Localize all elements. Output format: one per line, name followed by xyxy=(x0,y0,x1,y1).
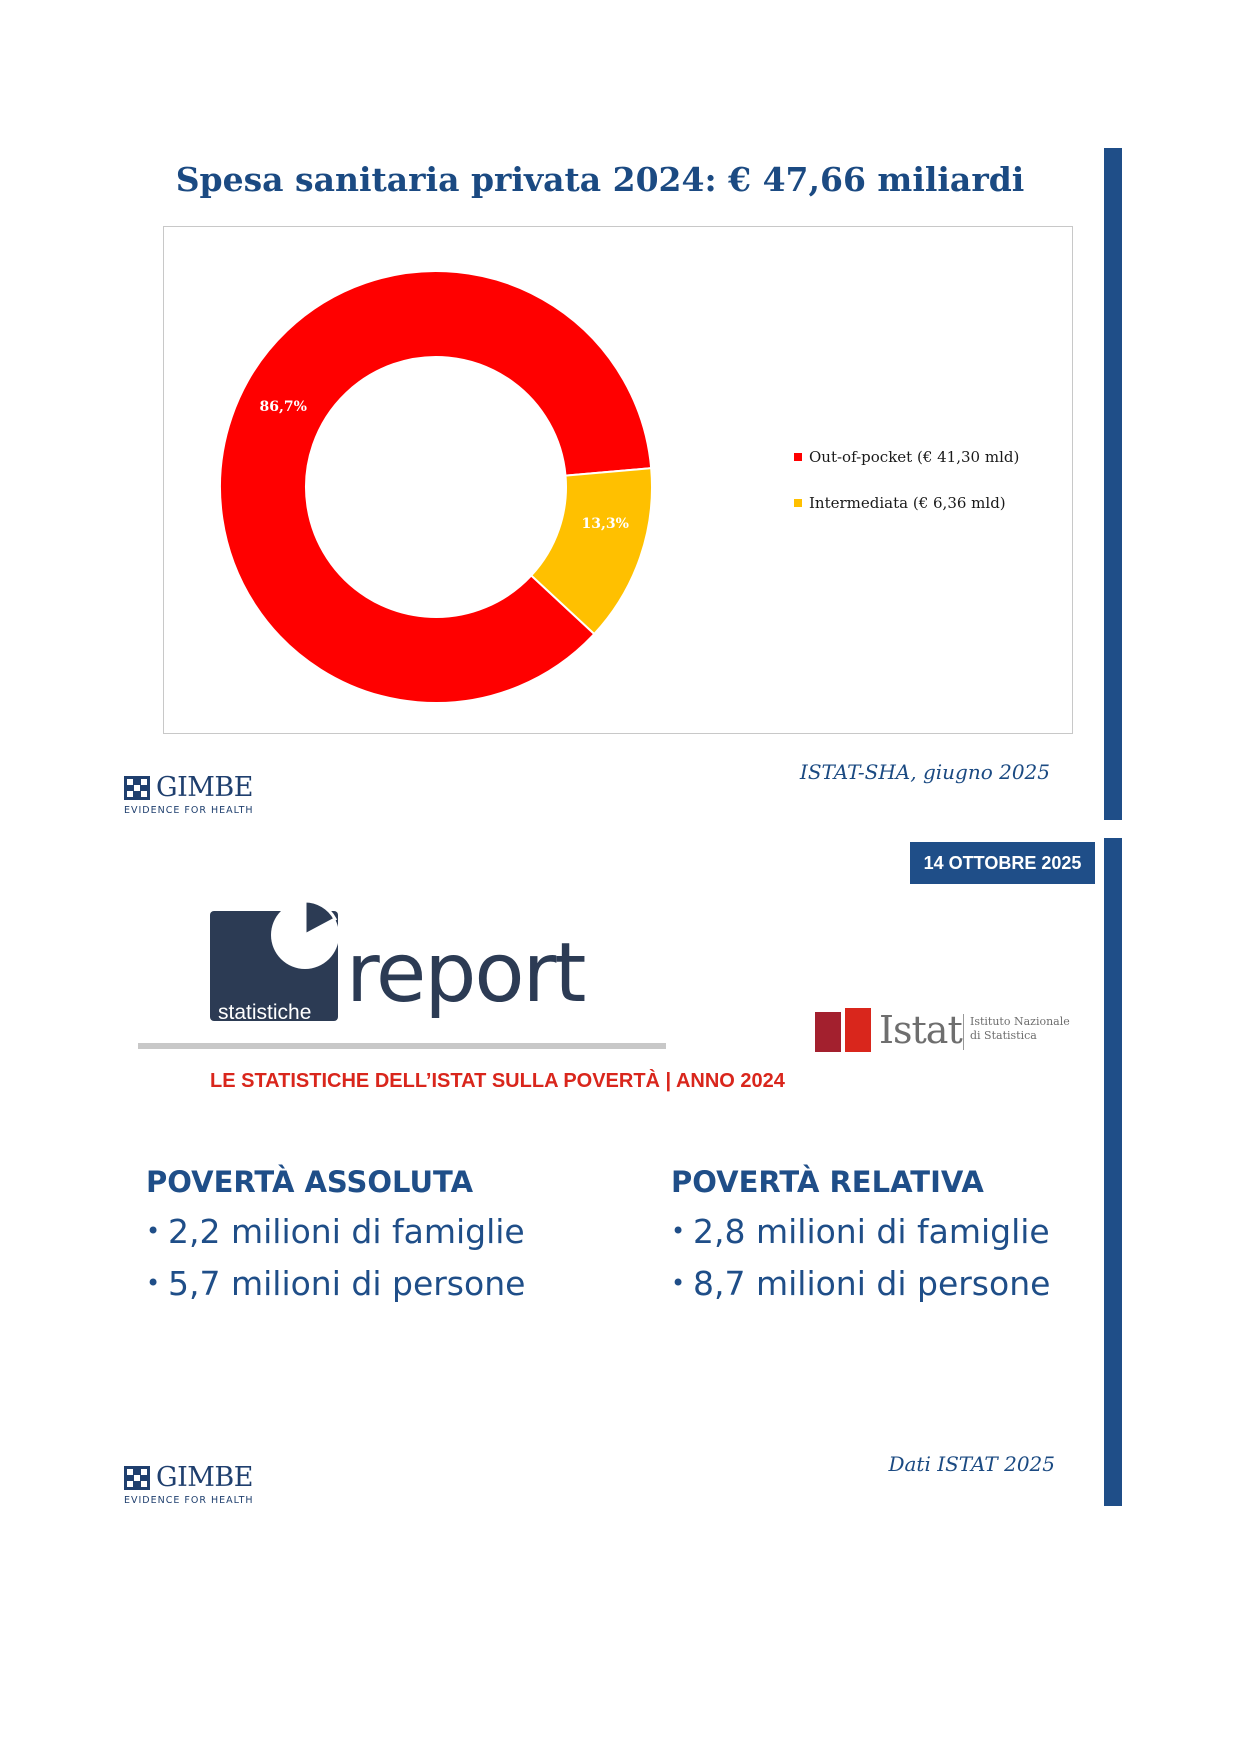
absolute-poverty-persons: 5,7 milioni di persone xyxy=(168,1264,526,1303)
chart-source: ISTAT-SHA, giugno 2025 xyxy=(799,760,1050,784)
relative-poverty-item xyxy=(671,1212,1050,1251)
report-logo-right-word: report xyxy=(346,926,585,1021)
gimbe-logo-tagline: EVIDENCE FOR HEALTH xyxy=(124,1495,254,1506)
gimbe-logo-tagline: EVIDENCE FOR HEALTH xyxy=(124,805,254,816)
report-logo-left-word: statistiche xyxy=(218,1001,312,1024)
absolute-poverty-heading: POVERTÀ ASSOLUTA xyxy=(146,1165,474,1199)
istat-logo-name: Istat xyxy=(879,1008,962,1052)
relative-poverty-persons: 8,7 milioni di persone xyxy=(693,1264,1051,1303)
bullet-icon: • xyxy=(671,1217,686,1245)
relative-poverty-heading: POVERTÀ RELATIVA xyxy=(671,1165,984,1199)
istat-logo xyxy=(815,1008,1075,1064)
slide-side-bar xyxy=(1104,838,1122,1506)
legend-label: Intermediata (€ 6,36 mld) xyxy=(809,494,1006,512)
legend-swatch xyxy=(794,499,802,507)
donut-data-label: 13,3% xyxy=(581,515,629,532)
donut-data-label: 86,7% xyxy=(259,398,307,415)
gimbe-mark-icon xyxy=(124,1466,150,1490)
donut-chart-frame xyxy=(163,226,1073,734)
bullet-icon: • xyxy=(146,1269,161,1297)
bullet-icon: • xyxy=(146,1217,161,1245)
absolute-poverty-families: 2,2 milioni di famiglie xyxy=(168,1212,525,1251)
absolute-poverty-item xyxy=(146,1212,525,1251)
istat-logo-line1: Istituto Nazionale xyxy=(970,1015,1070,1028)
istat-block-dark-icon xyxy=(815,1012,841,1052)
istat-logo-line2: di Statistica xyxy=(970,1029,1037,1042)
statistiche-report-logo xyxy=(138,895,668,1055)
relative-poverty-item xyxy=(671,1264,1050,1303)
slide-private-health-spending xyxy=(0,0,1241,830)
istat-divider xyxy=(963,1014,964,1050)
gimbe-mark-icon xyxy=(124,776,150,800)
gimbe-logo xyxy=(124,1462,264,1510)
bullet-icon: • xyxy=(671,1269,686,1297)
legend-label: Out-of-pocket (€ 41,30 mld) xyxy=(809,448,1020,466)
poverty-source: Dati ISTAT 2025 xyxy=(888,1452,1055,1476)
absolute-poverty-item xyxy=(146,1264,525,1303)
gimbe-logo xyxy=(124,772,264,820)
report-date-badge: 14 OTTOBRE 2025 xyxy=(910,842,1095,884)
gimbe-logo-name: GIMBE xyxy=(156,772,253,803)
relative-poverty-families: 2,8 milioni di famiglie xyxy=(693,1212,1050,1251)
report-subtitle: LE STATISTICHE DELL’ISTAT SULLA POVERTÀ | ANNO 2024 xyxy=(210,1070,785,1092)
chart-title: Spesa sanitaria privata 2024: € 47,66 miliardi xyxy=(175,160,1025,199)
gimbe-logo-name: GIMBE xyxy=(156,1462,253,1493)
istat-block-red-icon xyxy=(845,1008,871,1052)
legend-swatch xyxy=(794,453,802,461)
slide-side-bar xyxy=(1104,148,1122,820)
donut-chart xyxy=(164,227,1071,732)
report-logo-underline xyxy=(138,1043,666,1049)
